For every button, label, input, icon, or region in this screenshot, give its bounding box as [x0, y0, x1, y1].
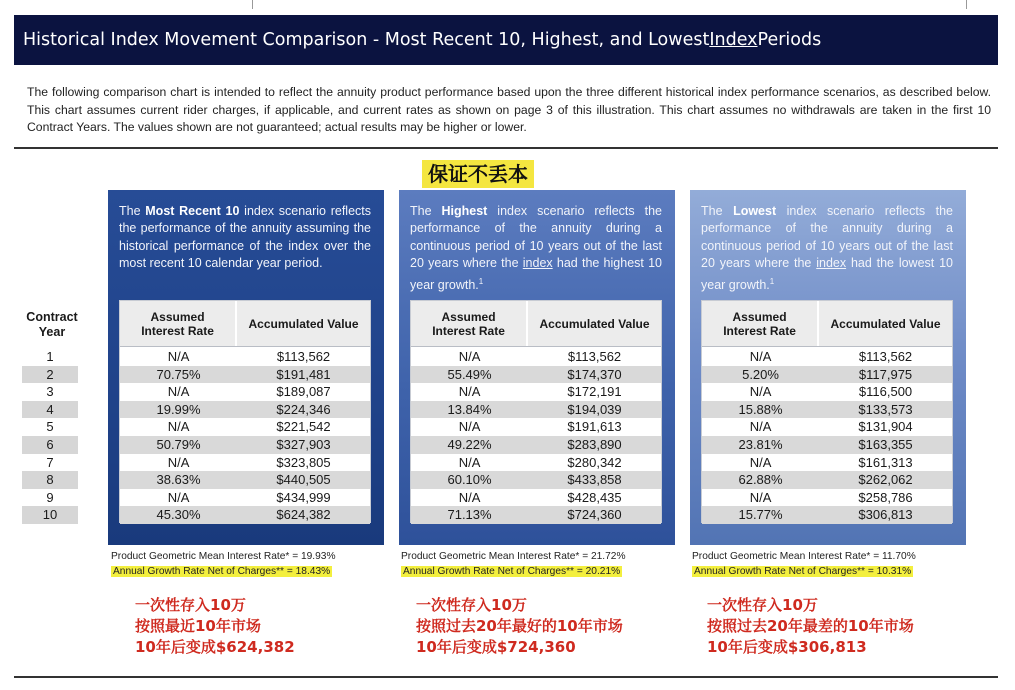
accumulated-value-cell: $113,562 — [276, 349, 331, 364]
contract-year-cell: 5 — [22, 418, 78, 436]
rate-header-line: Interest Rate — [141, 323, 214, 338]
table-row — [120, 454, 370, 472]
accumulated-value-cell: $323,805 — [276, 454, 331, 470]
accumulated-value-cell: $434,999 — [276, 489, 331, 505]
rate-column-header — [702, 301, 819, 346]
table-row — [120, 506, 370, 524]
annotation-line: 10年后变成$724,360 — [416, 638, 576, 656]
interest-rate-cell: 70.75% — [156, 366, 201, 382]
table-row — [120, 418, 370, 436]
table-row — [702, 401, 952, 419]
annotation-line: 一次性存入10万 — [135, 596, 246, 614]
table-body — [120, 347, 370, 524]
scenario-name: Highest — [441, 204, 488, 218]
interest-rate-cell: 19.99% — [156, 401, 201, 417]
accumulated-value-cell: $306,813 — [858, 507, 913, 523]
contract-year-column — [22, 348, 78, 524]
value-column-header: Accumulated Value — [248, 316, 359, 331]
interest-rate-cell: N/A — [458, 489, 481, 505]
annotation-line: 按照过去20年最好的10年市场 — [416, 617, 623, 635]
table-body — [702, 347, 952, 524]
table-row — [702, 366, 952, 384]
table-row — [120, 436, 370, 454]
scenario-notes — [692, 550, 982, 579]
intro-paragraph: The following comparison chart is intended to reflect the annuity product performance based upon the three different historical index performance scenarios, as described below. This chart assumes current rider charges, if applicable, and current rates as shown on page 3 of this illustration. This chart assumes no withdrawals are taken in the first 10 Contract Years. The values shown are not guaranteed; actual results may be higher or lower. — [27, 85, 991, 134]
footnote-marker: 1 — [769, 276, 775, 286]
contract-year-cell: 6 — [22, 436, 78, 454]
accumulated-value-cell: $224,346 — [276, 401, 331, 417]
footnote-marker: 1 — [478, 276, 484, 286]
interest-rate-cell: N/A — [749, 454, 772, 470]
accumulated-value-cell: $113,562 — [567, 349, 622, 364]
table-header — [411, 301, 661, 347]
interest-rate-cell: N/A — [458, 384, 481, 400]
interest-rate-cell: N/A — [167, 489, 190, 505]
index-link[interactable]: index — [522, 256, 553, 271]
page-title-link: Index — [709, 30, 758, 50]
interest-rate-cell: 60.10% — [447, 472, 492, 488]
table-row — [411, 348, 661, 366]
contract-year-header — [22, 310, 82, 340]
page-title-part: Periods — [757, 30, 822, 50]
annotation-line: 按照最近10年市场 — [135, 617, 261, 635]
accumulated-value-cell: $428,435 — [567, 489, 622, 505]
interest-rate-cell: 13.84% — [447, 401, 492, 417]
interest-rate-cell: N/A — [749, 349, 772, 364]
accumulated-value-cell: $327,903 — [276, 436, 331, 452]
accumulated-value-cell: $624,382 — [276, 507, 331, 523]
table-row — [411, 418, 661, 436]
mean-interest-rate: Product Geometric Mean Interest Rate* = 21.72% — [401, 551, 626, 562]
accumulated-value-cell: $283,890 — [567, 436, 622, 452]
page-title-part: Historical Index Movement Comparison - Most Recent 10, Highest, and Lowest — [23, 30, 710, 50]
scenario-description-text: had the highest 10 year growth. — [410, 256, 662, 292]
chinese-highlight-title: 保证不丢本 — [422, 160, 534, 188]
table-row — [702, 489, 952, 507]
interest-rate-cell: N/A — [167, 384, 190, 400]
value-column-header: Accumulated Value — [830, 316, 941, 331]
interest-rate-cell: 49.22% — [447, 436, 492, 452]
scenario-description-text: index scenario reflects the performance of the annuity during a continuous period of 10 years out of the last 20 years where the — [410, 204, 662, 271]
contract-year-cell: 3 — [22, 383, 78, 401]
table-row — [702, 454, 952, 472]
interest-rate-cell: 15.77% — [738, 507, 783, 523]
rate-header-line: Interest Rate — [723, 323, 796, 338]
rate-column-header — [120, 301, 237, 346]
mean-interest-rate: Product Geometric Mean Interest Rate* = 11.70% — [692, 551, 916, 562]
interest-rate-cell: 5.20% — [742, 366, 779, 382]
scenario-description-text: The — [701, 204, 734, 218]
interest-rate-cell: 45.30% — [156, 507, 201, 523]
scenario-notes — [111, 550, 401, 579]
table-row — [120, 366, 370, 384]
interest-rate-cell: N/A — [458, 454, 481, 470]
interest-rate-cell: N/A — [167, 454, 190, 470]
table-row — [411, 401, 661, 419]
annotation-line: 10年后变成$306,813 — [707, 638, 867, 656]
rate-header-line: Assumed — [732, 309, 787, 324]
accumulated-value-cell: $221,542 — [276, 419, 331, 435]
divider — [14, 676, 998, 678]
accumulated-value-cell: $174,370 — [567, 366, 622, 382]
table-row — [411, 471, 661, 489]
contract-year-cell: 7 — [22, 454, 78, 472]
scenario-description-text: had the lowest 10 year growth. — [701, 256, 953, 292]
table-header — [120, 301, 370, 347]
interest-rate-cell: 71.13% — [447, 507, 492, 523]
interest-rate-cell: 62.88% — [738, 472, 783, 488]
interest-rate-cell: 50.79% — [156, 436, 201, 452]
table-row — [702, 471, 952, 489]
scenario-table — [119, 300, 371, 523]
table-header — [702, 301, 952, 347]
page-title-bar — [14, 15, 998, 65]
table-row — [120, 471, 370, 489]
accumulated-value-cell: $440,505 — [276, 472, 331, 488]
annual-growth-rate: Annual Growth Rate Net of Charges** = 18.43% — [113, 565, 331, 577]
scenario-description-text: index scenario reflects the performance of the annuity assuming the historical performance of the index over the most recent 10 calendar year period. — [119, 204, 372, 271]
accumulated-value-cell: $280,342 — [567, 454, 622, 470]
table-row — [702, 418, 952, 436]
interest-rate-cell: 23.81% — [738, 436, 783, 452]
table-row — [120, 401, 370, 419]
scenario-description-text: index scenario reflects the performance of the annuity during a continuous period of 10 years out of the last 20 years where the — [701, 204, 953, 271]
scenario-panel-lowest — [690, 190, 966, 545]
interest-rate-cell: 38.63% — [156, 472, 201, 488]
annotation-line: 10年后变成$624,382 — [135, 638, 295, 656]
scenario-description — [119, 203, 371, 273]
scenario-name: Lowest — [733, 204, 777, 218]
contract-year-cell: 4 — [22, 401, 78, 419]
accumulated-value-cell: $172,191 — [567, 384, 622, 400]
accumulated-value-cell: $161,313 — [858, 454, 913, 470]
accumulated-value-cell: $131,904 — [858, 419, 913, 435]
divider — [14, 147, 998, 149]
annotation-line: 一次性存入10万 — [416, 596, 527, 614]
table-row — [120, 383, 370, 401]
accumulated-value-cell: $724,360 — [567, 507, 622, 523]
annual-growth-rate: Annual Growth Rate Net of Charges** = 10.31% — [694, 565, 912, 577]
accumulated-value-cell: $258,786 — [858, 489, 913, 505]
accumulated-value-cell: $262,062 — [858, 472, 913, 488]
scenario-description — [701, 203, 953, 294]
annotation-line: 一次性存入10万 — [707, 596, 818, 614]
interest-rate-cell: N/A — [167, 419, 190, 435]
table-row — [411, 454, 661, 472]
contract-year-header-line: Contract — [26, 310, 78, 324]
rate-header-line: Assumed — [441, 309, 496, 324]
table-row — [411, 489, 661, 507]
scenario-panel-most-recent — [108, 190, 384, 545]
contract-year-cell: 10 — [22, 506, 78, 524]
interest-rate-cell: N/A — [749, 384, 772, 400]
rate-header-line: Interest Rate — [432, 323, 505, 338]
table-row — [411, 383, 661, 401]
scenario-notes — [401, 550, 691, 579]
table-row — [120, 489, 370, 507]
accumulated-value-cell: $191,613 — [567, 419, 622, 435]
contract-year-cell: 9 — [22, 489, 78, 507]
rate-column-header — [411, 301, 528, 346]
accumulated-value-cell: $133,573 — [858, 401, 913, 417]
chinese-annotation — [135, 595, 295, 658]
scenario-description — [410, 203, 662, 294]
interest-rate-cell: N/A — [749, 489, 772, 505]
scenario-description-text: The — [410, 204, 442, 218]
accumulated-value-cell: $191,481 — [276, 366, 331, 382]
accumulated-value-cell: $113,562 — [858, 349, 913, 364]
accumulated-value-cell: $163,355 — [858, 436, 913, 452]
annotation-line: 按照过去20年最差的10年市场 — [707, 617, 914, 635]
chinese-annotation — [416, 595, 623, 658]
table-row — [411, 436, 661, 454]
contract-year-header-line: Year — [38, 325, 66, 339]
accumulated-value-cell: $194,039 — [567, 401, 622, 417]
interest-rate-cell: N/A — [167, 349, 190, 364]
interest-rate-cell: N/A — [458, 349, 481, 364]
table-body — [411, 347, 661, 524]
page-edge-mark — [252, 0, 253, 9]
table-row — [702, 348, 952, 366]
scenario-table — [701, 300, 953, 523]
table-row — [702, 506, 952, 524]
page-edge-mark — [966, 0, 967, 9]
scenario-panel-highest — [399, 190, 675, 545]
annual-growth-rate: Annual Growth Rate Net of Charges** = 20.21% — [403, 565, 621, 577]
table-row — [411, 506, 661, 524]
scenario-description-text: The — [119, 204, 146, 218]
chinese-annotation — [707, 595, 914, 658]
contract-year-cell: 8 — [22, 471, 78, 489]
index-link[interactable]: index — [816, 256, 847, 271]
mean-interest-rate: Product Geometric Mean Interest Rate* = 19.93% — [111, 551, 336, 562]
table-row — [702, 436, 952, 454]
interest-rate-cell: N/A — [749, 419, 772, 435]
interest-rate-cell: 15.88% — [738, 401, 783, 417]
table-row — [411, 366, 661, 384]
accumulated-value-cell: $433,858 — [567, 472, 622, 488]
contract-year-cell: 1 — [22, 348, 78, 366]
accumulated-value-cell: $116,500 — [858, 384, 913, 400]
interest-rate-cell: N/A — [458, 419, 481, 435]
scenario-table — [410, 300, 662, 523]
table-row — [120, 348, 370, 366]
value-column-header: Accumulated Value — [539, 316, 650, 331]
table-row — [702, 383, 952, 401]
rate-header-line: Assumed — [150, 309, 205, 324]
interest-rate-cell: 55.49% — [447, 366, 492, 382]
accumulated-value-cell: $189,087 — [276, 384, 331, 400]
accumulated-value-cell: $117,975 — [858, 366, 913, 382]
scenario-name: Most Recent 10 — [145, 204, 240, 218]
contract-year-cell: 2 — [22, 366, 78, 384]
